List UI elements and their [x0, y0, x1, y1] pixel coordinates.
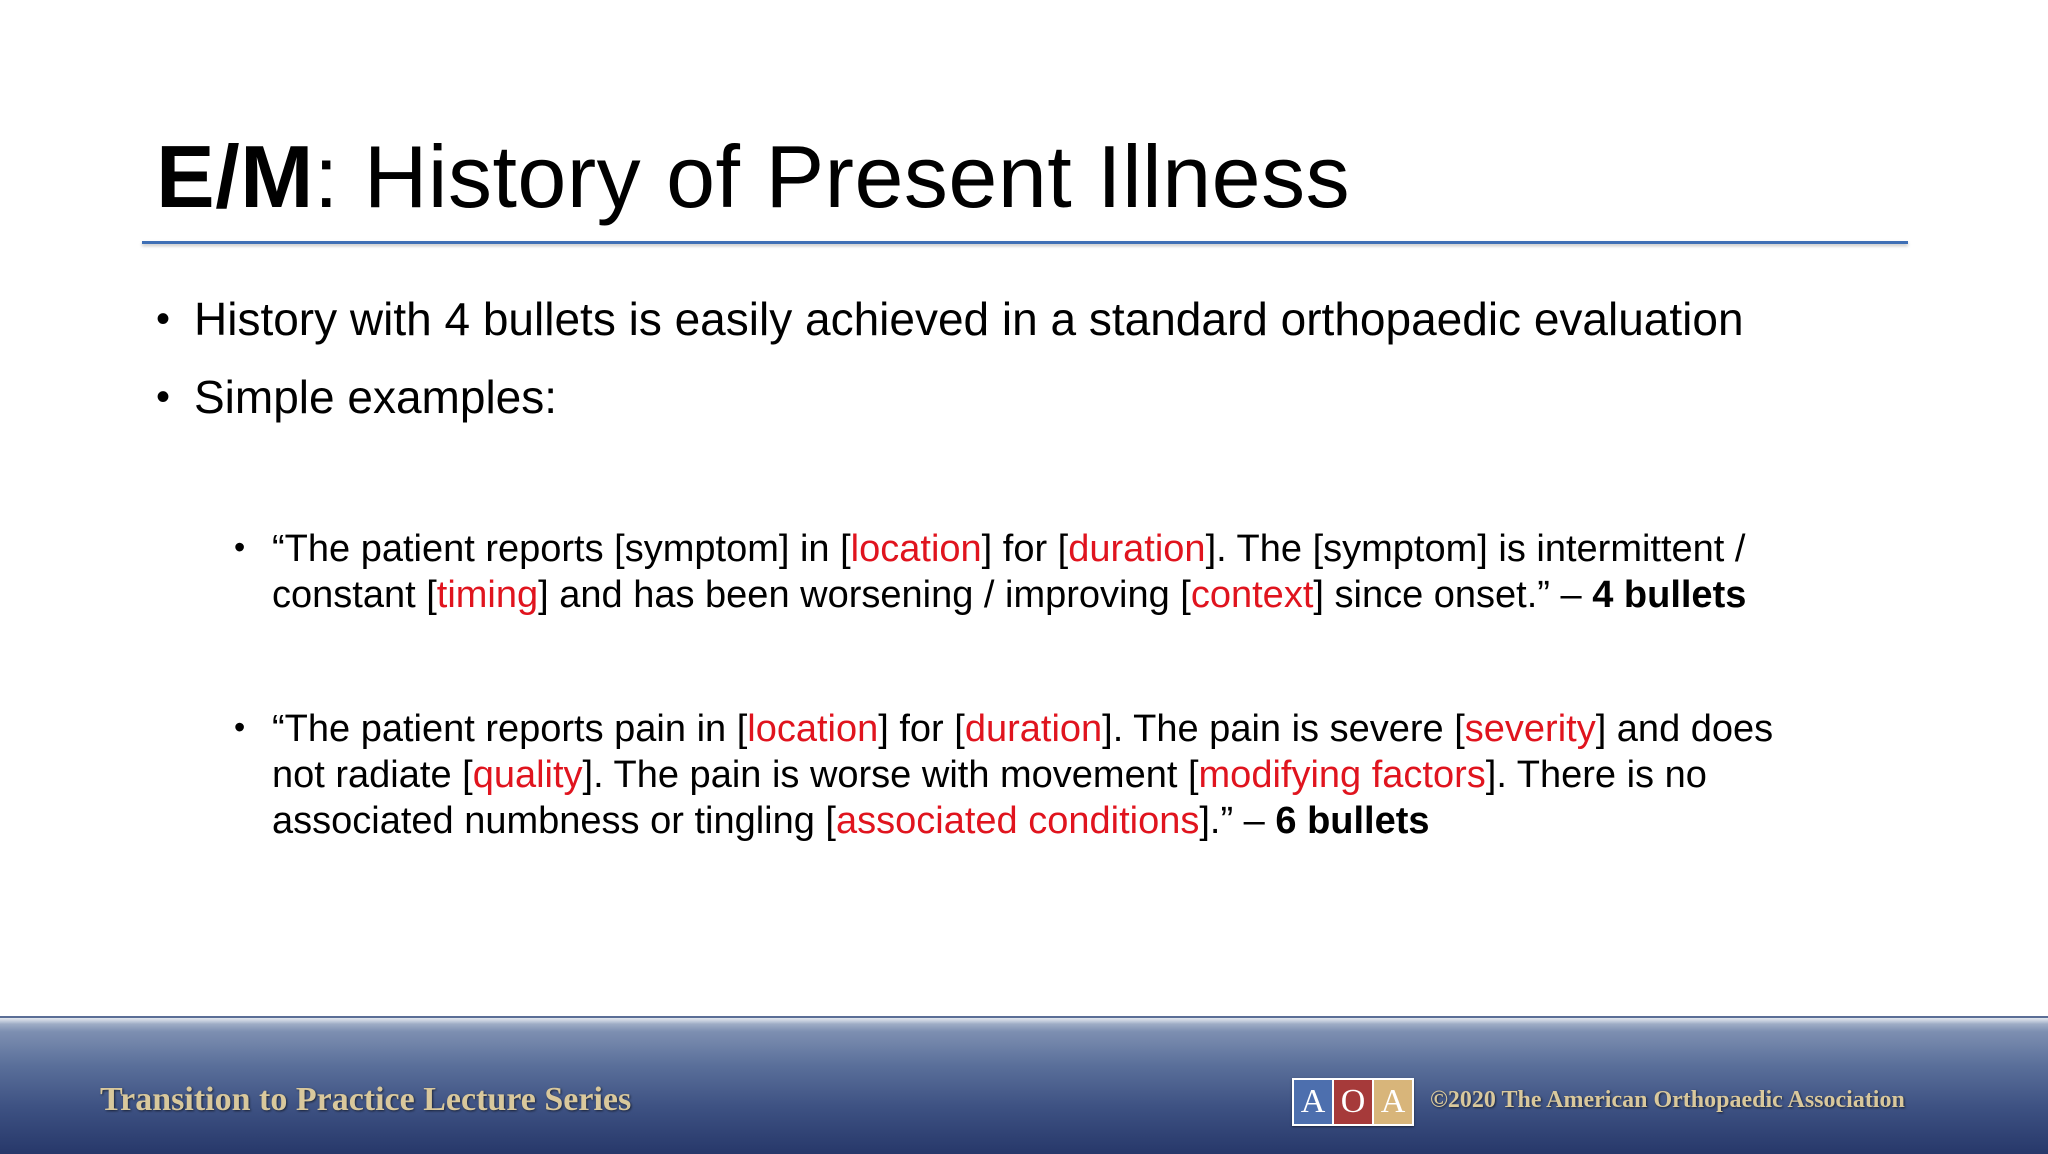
slide-title: [156, 122, 1350, 232]
example-highlight: timing: [436, 574, 539, 616]
example-segment: ] and has been worsening / improving [: [538, 574, 1191, 616]
example-count: 6 bullets: [1275, 800, 1430, 842]
example-highlight: context: [1190, 574, 1314, 616]
bullet-item: [156, 366, 1976, 428]
example-segment: “The patient reports pain in [: [272, 708, 748, 750]
aoa-logo-letter: O: [1334, 1080, 1374, 1124]
bullet-dot-icon: •: [156, 375, 171, 419]
example-segment: ]. The [symptom] is intermittent / constant [: [272, 528, 1746, 616]
example-highlight: modifying factors: [1198, 754, 1486, 796]
example-highlight: location: [747, 708, 879, 750]
bullet-list: [156, 288, 1976, 844]
example-highlight: quality: [472, 754, 583, 796]
footer-bar: [0, 1016, 2048, 1154]
example-count: 4 bullets: [1592, 574, 1747, 616]
lecture-series-label: Transition to Practice Lecture Series: [100, 1081, 632, 1118]
example-segment: “The patient reports [symptom] in [: [272, 528, 851, 570]
slide-title-rest: : History of Present Illness: [313, 127, 1351, 226]
example-segment: ]. The pain is worse with movement [: [582, 754, 1199, 796]
aoa-logo: [1292, 1078, 1414, 1126]
aoa-logo-letter: A: [1374, 1080, 1412, 1124]
example-segment: ].” –: [1199, 800, 1276, 842]
example-item: [234, 526, 1792, 618]
example-segment: ] and does not radiate [: [272, 708, 1774, 796]
footer-highlight: [0, 1018, 2048, 1024]
bullet-dot-icon: •: [156, 297, 171, 341]
sub-bullet-dot-icon: •: [234, 709, 246, 745]
example-segment: ] for [: [878, 708, 965, 750]
bullet-text: History with 4 bullets is easily achieved in a standard orthopaedic evaluation: [194, 293, 1744, 345]
copyright-text: ©2020 The American Orthopaedic Association: [1430, 1087, 1905, 1113]
example-segment: ]. The pain is severe [: [1102, 708, 1465, 750]
example-segment: ] for [: [981, 528, 1069, 570]
example-highlight: severity: [1464, 708, 1596, 750]
example-highlight: duration: [1068, 528, 1206, 570]
aoa-logo-letter: A: [1294, 1080, 1334, 1124]
example-highlight: location: [850, 528, 982, 570]
bullet-text: Simple examples:: [194, 371, 558, 423]
example-highlight: duration: [964, 708, 1103, 750]
example-segment: ] since onset.” –: [1313, 574, 1593, 616]
example-text: [272, 708, 1773, 842]
example-highlight: associated conditions: [836, 800, 1200, 842]
sub-bullet-dot-icon: •: [234, 529, 246, 565]
example-text: [272, 528, 1746, 616]
bullet-item: [156, 288, 1976, 350]
example-item: [234, 706, 1792, 844]
title-underline: [142, 241, 1908, 244]
example-segment: ]. There is no associated numbness or tingling [: [272, 754, 1707, 842]
slide-title-bold: E/M: [156, 127, 314, 226]
